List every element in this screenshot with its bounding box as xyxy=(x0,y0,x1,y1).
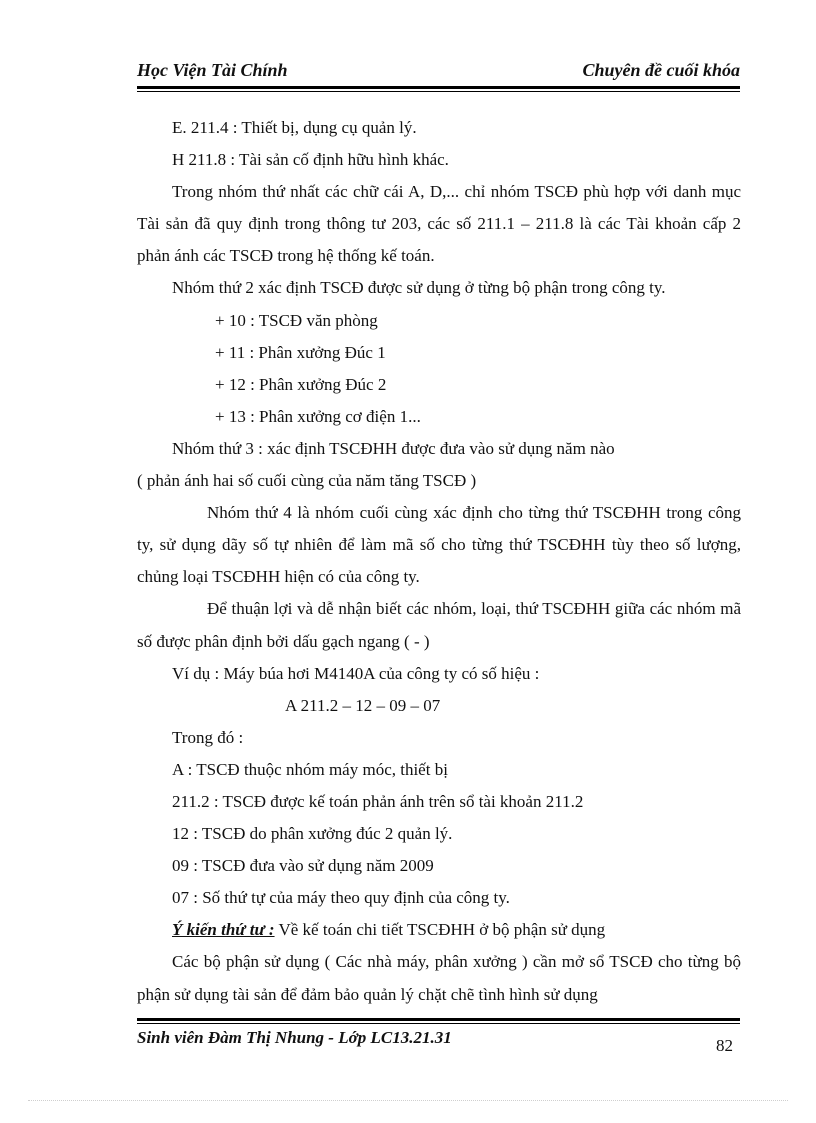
paragraph: Nhóm thứ 3 : xác định TSCĐHH được đưa vào sử dụng năm nào xyxy=(172,438,615,458)
footer-author: Sinh viên Đàm Thị Nhung - Lớp LC13.21.31 xyxy=(137,1028,452,1047)
definition-line: 211.2 : TSCĐ được kế toán phản ánh trên sổ tài khoản 211.2 xyxy=(172,791,584,811)
header-rule-thin xyxy=(137,91,740,92)
text-line: ( phản ánh hai số cuối cùng của năm tăng TSCĐ ) xyxy=(137,471,477,491)
section-heading xyxy=(137,914,741,946)
section-heading-text: Về kế toán chi tiết TSCĐHH ở bộ phận sử dụng xyxy=(274,920,606,940)
definition-line: 09 : TSCĐ đưa vào sử dụng năm 2009 xyxy=(172,856,434,876)
page-header xyxy=(137,60,740,84)
paragraph: Nhóm thứ 4 là nhóm cuối cùng xác định cho từng thứ TSCĐHH trong công ty, sử dụng dãy số tự nhiên để làm mã số cho từng thứ TSCĐHH tùy theo số lượng, chủng loại TSCĐHH hiện có của công ty. xyxy=(137,503,741,587)
definition-line: 07 : Số thứ tự của máy theo quy định của công ty. xyxy=(172,888,510,908)
page-number: 82 xyxy=(716,1036,733,1055)
definition-line: 12 : TSCĐ do phân xưởng đúc 2 quản lý. xyxy=(172,824,453,844)
section-heading-label: Ý kiến thứ tư : xyxy=(172,920,275,940)
list-item: + 11 : Phân xưởng Đúc 1 xyxy=(215,342,386,362)
text-line: Trong đó : xyxy=(172,727,244,747)
definition-line: A : TSCĐ thuộc nhóm máy móc, thiết bị xyxy=(172,759,448,779)
paragraph: Để thuận lợi và dễ nhận biết các nhóm, loại, thứ TSCĐHH giữa các nhóm mã số được phân định bởi dấu gạch ngang ( - ) xyxy=(137,599,741,651)
footer-rule-thick xyxy=(137,1018,740,1021)
body-text xyxy=(137,112,741,1011)
header-rule-thick xyxy=(137,86,740,89)
list-item: + 12 : Phân xưởng Đúc 2 xyxy=(215,374,387,394)
page-bottom-divider xyxy=(28,1100,788,1101)
example-intro: Ví dụ : Máy búa hơi M4140A của công ty có số hiệu : xyxy=(172,663,540,683)
list-item: + 10 : TSCĐ văn phòng xyxy=(215,310,378,330)
paragraph: Nhóm thứ 2 xác định TSCĐ được sử dụng ở từng bộ phận trong công ty. xyxy=(172,278,666,298)
example-code: A 211.2 – 12 – 09 – 07 xyxy=(285,695,441,715)
header-institution: Học Viện Tài Chính xyxy=(137,60,288,80)
header-document-type: Chuyên đề cuối khóa xyxy=(582,60,740,80)
paragraph: Trong nhóm thứ nhất các chữ cái A, D,... chỉ nhóm TSCĐ phù hợp với danh mục Tài sản đã quy định trong thông tư 203, các số 211.1 – 211.8 là các Tài khoản cấp 2 phản ánh các TSCĐ trong hệ thống kế toán. xyxy=(137,182,741,266)
list-item: + 13 : Phân xưởng cơ điện 1... xyxy=(215,406,421,426)
footer-rule-thin xyxy=(137,1023,740,1024)
text-line: H 211.8 : Tài sản cố định hữu hình khác. xyxy=(172,150,449,170)
paragraph: Các bộ phận sử dụng ( Các nhà máy, phân xưởng ) cần mở sổ TSCĐ cho từng bộ phận sử dụng tài sản để đảm bảo quản lý chặt chẽ tình hình sử dụng xyxy=(137,952,741,1004)
text-line: E. 211.4 : Thiết bị, dụng cụ quản lý. xyxy=(172,118,417,137)
